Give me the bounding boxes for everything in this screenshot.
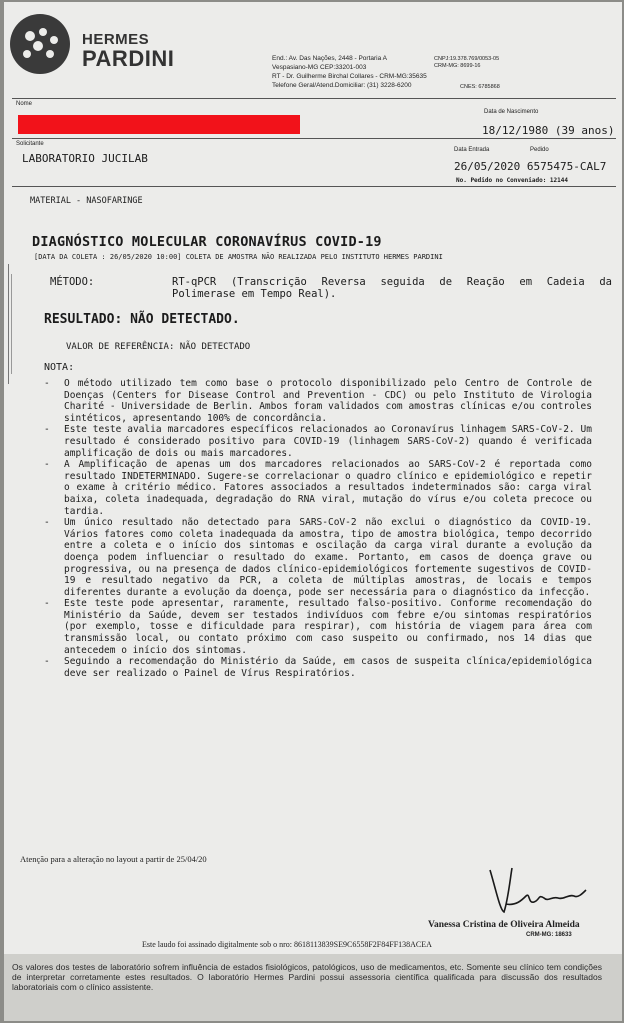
report-title: DIAGNÓSTICO MOLECULAR CORONAVÍRUS COVID-19 bbox=[32, 234, 382, 250]
vertical-margin-stamp bbox=[6, 264, 14, 384]
hermes-pardini-logo-icon bbox=[10, 14, 70, 74]
cnpj-line: CNPJ:19.378.769/0053-05 bbox=[434, 56, 500, 62]
order-label: Pedido bbox=[530, 147, 549, 153]
brand-name bbox=[82, 32, 174, 70]
divider bbox=[12, 98, 616, 99]
requester: LABORATORIO JUCILAB bbox=[22, 152, 148, 165]
address-line: RT - Dr. Guilherme Birchal Collares - CRM-MG:35635 bbox=[272, 73, 427, 80]
entry-date-order: 26/05/2020 6575475-CAL7 bbox=[454, 160, 607, 173]
signer-name: Vanessa Cristina de Oliveira Almeida bbox=[428, 920, 580, 930]
note-item: - Este teste pode apresentar, raramente, resultado falso-positivo. Conforme recomendação do Ministério da Saúde, devem ser testados indivíduos com febre e/ou sintomas respiratórios (por exemplo, tosse e dificuldade para respirar), com história de viagem para área com transmissão local, ou contato próximo com caso suspeito ou confirmado, nos 14 dias que antecedem o início dos sintomas. bbox=[44, 598, 592, 656]
method-label: MÉTODO: bbox=[50, 276, 95, 288]
notes-list bbox=[44, 378, 592, 679]
reference-value: VALOR DE REFERÊNCIA: NÃO DETECTADO bbox=[66, 342, 251, 352]
cnpj-block bbox=[434, 56, 499, 70]
address-block bbox=[272, 54, 427, 90]
name-label: Nome bbox=[16, 101, 33, 107]
brand-line2: PARDINI bbox=[82, 46, 175, 71]
address-line: End.: Av. Das Nações, 2448 - Portaria A bbox=[272, 55, 388, 62]
lab-report-page bbox=[4, 2, 622, 1021]
address-line: Vespasiano-MG CEP:33201-003 bbox=[272, 64, 367, 71]
footer-band bbox=[4, 954, 622, 1021]
note-item: - Um único resultado não detectado para SARS-CoV-2 não exclui o diagnóstico da COVID-19. Vários fatores como coleta inadequada da amostra, tipo de amostra biológica, tempo decorrido entre a coleta e o início dos sintomas e oscilação da carga viral durante a evolução da doença podem influenciar o resultado do exame. Portanto, em casos de doença grave ou progressiva, ou na presença de dados clínico-epidemiológicos fortemente sugestivos de COVID-19 e resultado negativo da PCR, a coleta de múltiplas amostras, de locais e tempos diferentes durante a evolução da doença, pode ser necessária para o diagnóstico da infecção. bbox=[44, 517, 592, 598]
method-text-line2: Polimerase em Tempo Real). bbox=[172, 288, 337, 300]
dob-label: Data de Nascimento bbox=[484, 109, 539, 115]
handwritten-signature-icon bbox=[482, 860, 592, 920]
material: MATERIAL - NASOFARINGE bbox=[30, 196, 143, 206]
convenio-order-number: No. Pedido no Conveniado: 12144 bbox=[456, 177, 568, 184]
note-item: - Seguindo a recomendação do Ministério da Saúde, em casos de suspeita clínica/epidemiológica deve ser realizado o Painel de Vírus Respiratórios. bbox=[44, 656, 592, 679]
note-item: - O método utilizado tem como base o protocolo disponibilizado pelo Centro de Controle de Doenças (Centers for Disease Control and Prevention - CDC) ou pelo Instituto de Virologia Charité - Universidade de Berlin. Ambos foram validados com amostras clínicas e/ou controles sintéticos, apresentando 100% de concordância. bbox=[44, 378, 592, 424]
note-item: - Este teste avalia marcadores específicos relacionados ao Coronavírus linhagem SARS-CoV-2. Um resultado é considerado positivo para COVID-19 (linhagem SARS-CoV-2) quando é verificada amplificação de dois ou mais marcadores. bbox=[44, 424, 592, 459]
divider bbox=[12, 138, 616, 139]
note-item: - A Amplificação de apenas um dos marcadores relacionados ao SARS-CoV-2 é reportada como resultado INDETERMINADO. Sugere-se correlacionar o quadro clínico e epidemiológico e repetir o exame à critério médico. Fatores associados a resultados indeterminados são: carga viral baixa, coleta inadequada, degradação do RNA viral, mutação do vírus e/ou coleta precoce ou tardia. bbox=[44, 459, 592, 517]
entry-date-label: Data Entrada bbox=[454, 147, 490, 153]
requester-label: Solicitante bbox=[16, 141, 44, 147]
layout-notice: Atenção para a alteração no layout a partir de 25/04/20 bbox=[20, 854, 207, 864]
divider bbox=[12, 186, 616, 187]
method-text-line1: RT-qPCR (Transcrição Reversa seguida de Reação em Cadeia da bbox=[172, 276, 612, 288]
date-of-birth: 18/12/1980 (39 anos) bbox=[482, 124, 615, 137]
note-label: NOTA: bbox=[44, 362, 75, 373]
collection-info: [DATA DA COLETA : 26/05/2020 10:00] COLETA DE AMOSTRA NÃO REALIZADA PELO INSTITUTO HERMES PARDINI bbox=[34, 253, 443, 261]
result: RESULTADO: NÃO DETECTADO. bbox=[44, 312, 240, 327]
signer-crm: CRM-MG: 18633 bbox=[526, 932, 572, 938]
address-line: Telefone Geral/Atend.Domiciliar: (31) 3228-6200 bbox=[272, 82, 412, 89]
redacted-patient-name bbox=[18, 115, 300, 134]
crm-line: CRM-MG: 8699-16 bbox=[434, 63, 481, 69]
brand-line1: HERMES bbox=[82, 31, 150, 48]
cnes-number: CNES: 6785868 bbox=[460, 84, 500, 90]
digital-signature-notice: Este laudo foi assinado digitalmente sob o nro: 8618113839SE9C6558F2F84FF138ACEA bbox=[142, 940, 432, 949]
disclaimer: Os valores dos testes de laboratório sofrem influência de estados fisiológicos, patológicos, uso de medicamentos, etc. Somente seu clínico tem condições de interpretar corretamente estes resultados. O laboratório Hermes Pardini possui assessoria científica qualificada para discussão dos resultados laboratoriais com o clínico assistente. bbox=[12, 962, 602, 992]
